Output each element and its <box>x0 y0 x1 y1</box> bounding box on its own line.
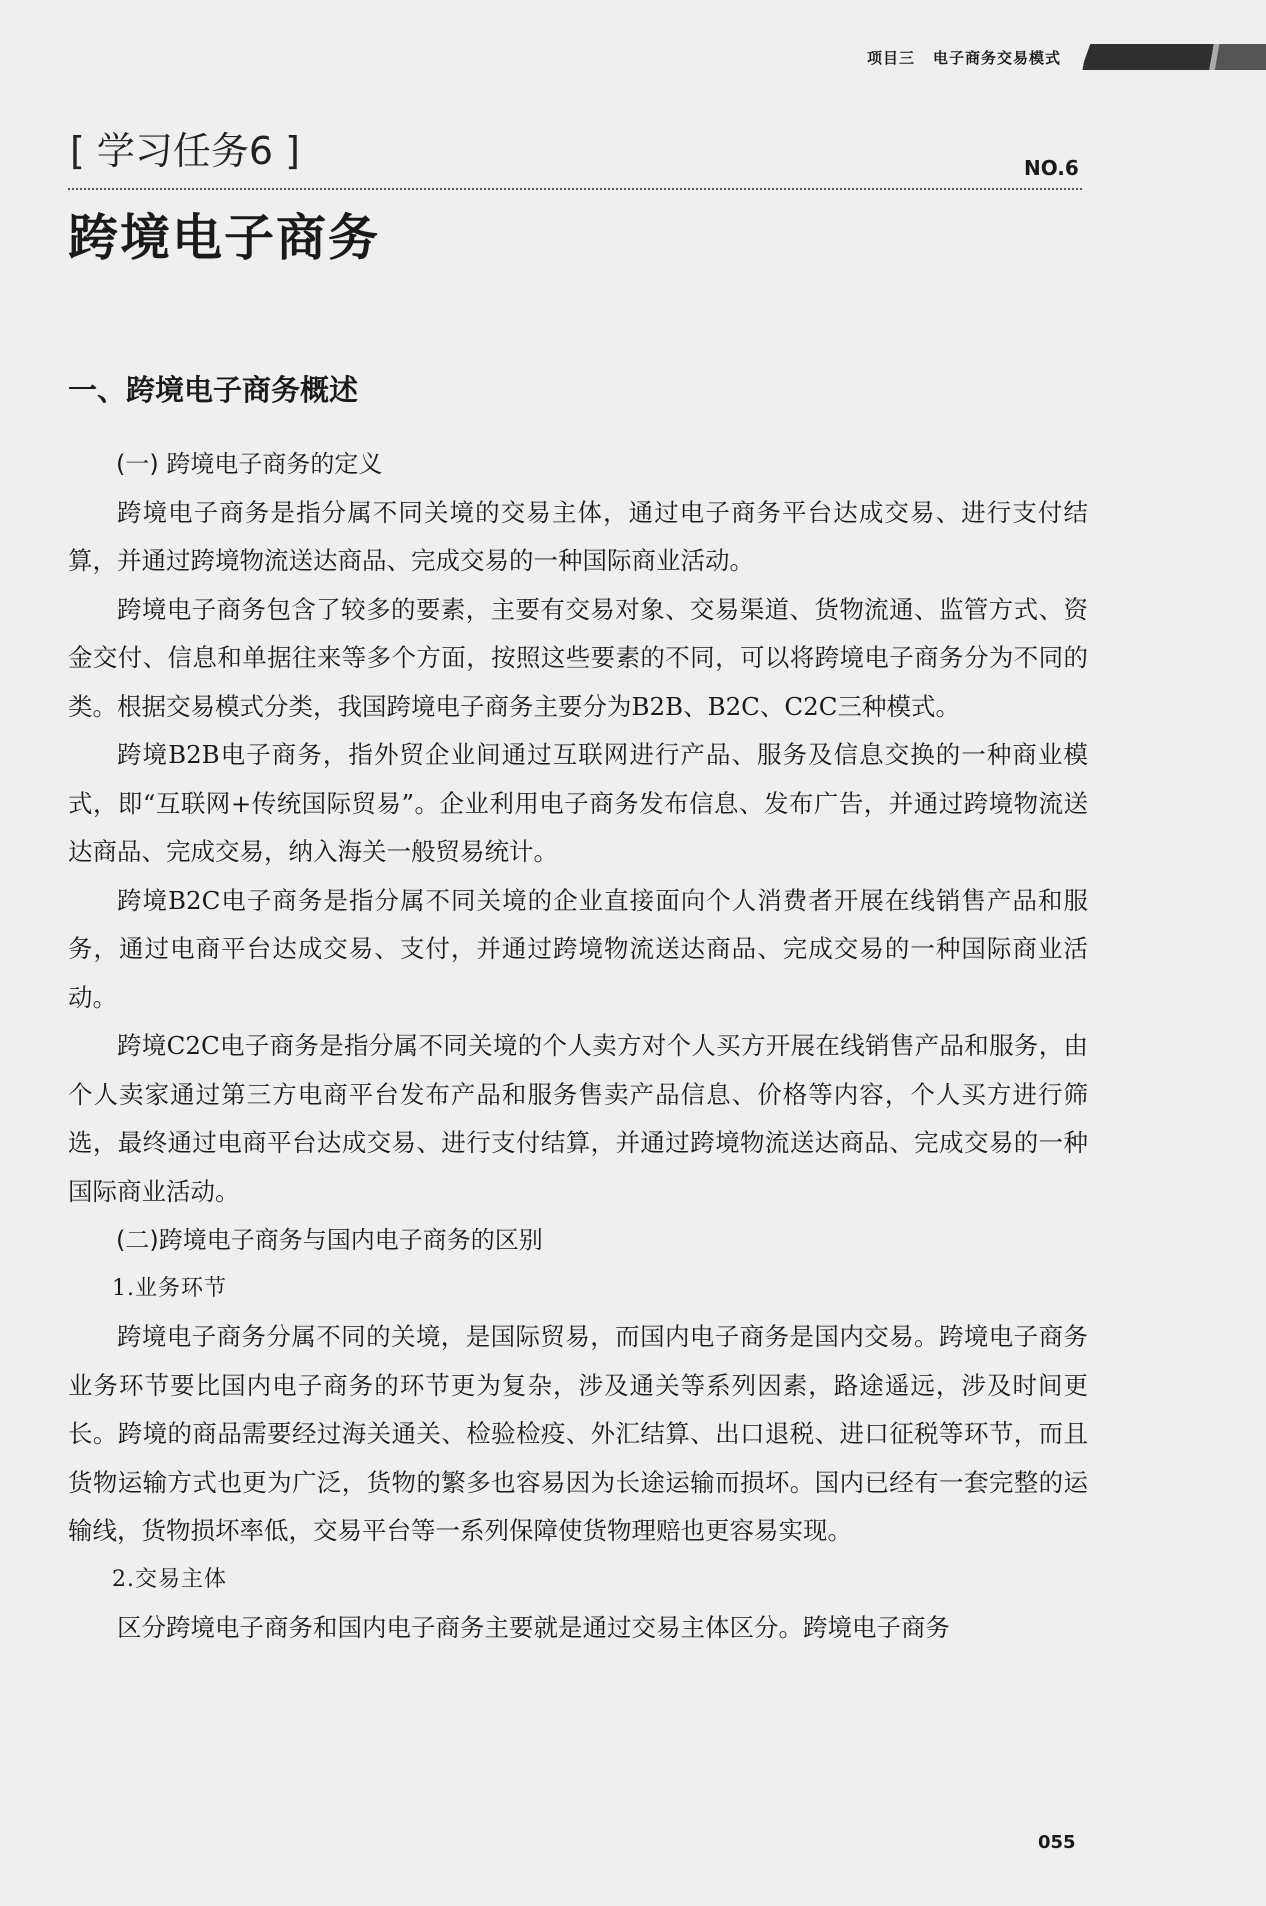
paragraph: 跨境B2C电子商务是指分属不同关境的企业直接面向个人消费者开展在线销售产品和服务，通过电商平台达成交易、支付，并通过跨境物流送达商品、完成交易的一种国际商业活动。 <box>68 885 1088 1012</box>
page-title: 跨境电子商务 <box>68 209 380 267</box>
header-text <box>867 47 1061 68</box>
paragraph: 跨境B2B电子商务，指外贸企业间通过互联网进行产品、服务及信息交换的一种商业模式，即“互联网+传统国际贸易”。企业利用电子商务发布信息、发布广告，并通过跨境物流送达商品、完成交易，纳入海关一般贸易统计。 <box>68 740 1088 866</box>
header-chapter: 项目三 <box>866 48 915 67</box>
body-text <box>68 440 1088 1653</box>
task-label: [ 学习任务6 ] <box>70 129 300 173</box>
paragraph: 跨境电子商务包含了较多的要素，主要有交易对象、交易渠道、货物流通、监管方式、资金交付、信息和单据往来等多个方面，按照这些要素的不同，可以将跨境电子商务分为不同的类。根据交易模式分类，我国跨境电子商务主要分为B2B、B2C、C2C三种模式。 <box>68 594 1088 721</box>
subheading-difference: (二)跨境电子商务与国内电子商务的区别 <box>116 1226 543 1254</box>
subheading-definition: (一) 跨境电子商务的定义 <box>116 450 383 478</box>
paragraph: 区分跨境电子商务和国内电子商务主要就是通过交易主体区分。跨境电子商务 <box>117 1613 950 1642</box>
header-stripe <box>1081 44 1266 70</box>
paragraph: 跨境C2C电子商务是指分属不同关境的个人卖方对个人买方开展在线销售产品和服务，由个人卖家通过第三方电商平台发布产品和服务售卖产品信息、价格等内容，个人买方进行筛选，最终通过电商平台达成交易、进行支付结算，并通过跨境物流送达商品、完成交易的一种国际商业活动。 <box>68 1031 1088 1206</box>
item-heading: 1.业务环节 <box>112 1275 227 1301</box>
paragraph: 跨境电子商务是指分属不同关境的交易主体，通过电子商务平台达成交易、进行支付结算，并通过跨境物流送达商品、完成交易的一种国际商业活动。 <box>68 497 1088 575</box>
page-number: 055 <box>1038 1832 1076 1853</box>
header-section: 电子商务交易模式 <box>932 48 1061 67</box>
item-heading: 2.交易主体 <box>112 1566 227 1592</box>
dotted-divider <box>68 188 1082 190</box>
task-number: NO.6 <box>1024 156 1079 180</box>
paragraph: 跨境电子商务分属不同的关境，是国际贸易，而国内电子商务是国内交易。跨境电子商务业务环节要比国内电子商务的环节更为复杂，涉及通关等系列因素，路途遥远，涉及时间更长。跨境的商品需要经过海关通关、检验检疫、外汇结算、出口退税、进口征税等环节，而且货物运输方式也更为广泛，货物的繁多也容易因为长途运输而损坏。国内已经有一套完整的运输线，货物损坏率低，交易平台等一系列保障使货物理赔也更容易实现。 <box>68 1322 1088 1545</box>
section-heading: 一、跨境电子商务概述 <box>68 373 359 407</box>
running-header <box>867 42 1266 72</box>
